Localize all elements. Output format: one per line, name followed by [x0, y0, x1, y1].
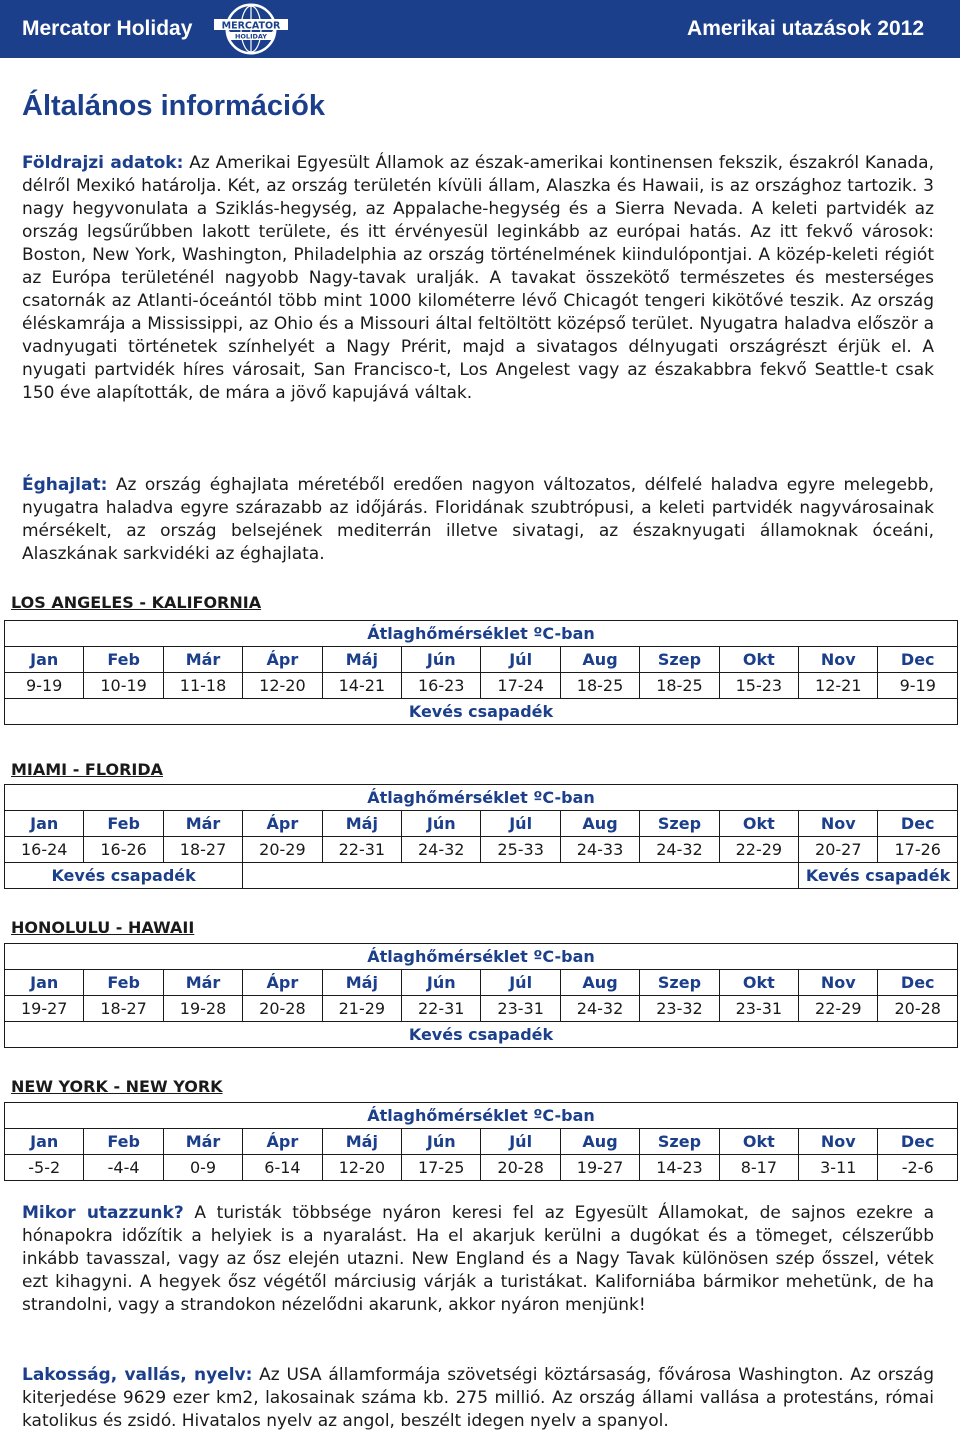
- month-cell: Okt: [719, 970, 798, 996]
- month-cell: Jún: [402, 1129, 481, 1155]
- city-title-los-angeles: LOS ANGELES - KALIFORNIA: [11, 593, 262, 612]
- population-paragraph: [22, 1364, 934, 1433]
- month-cell: Dec: [878, 970, 958, 996]
- climate-table-miami: [4, 784, 958, 889]
- temp-cell: 19-27: [5, 996, 84, 1022]
- temp-cell: 17-25: [402, 1155, 481, 1181]
- temp-cell: 20-29: [243, 837, 322, 863]
- logo-line-1: MERCATOR: [221, 20, 281, 32]
- temp-cell: 15-23: [719, 673, 798, 699]
- page-title: Általános információk: [22, 90, 325, 122]
- month-cell: Ápr: [243, 647, 322, 673]
- month-cell: Ápr: [243, 970, 322, 996]
- month-cell: Júl: [481, 811, 560, 837]
- geo-label: Földrajzi adatok:: [22, 153, 184, 173]
- temp-cell: 9-19: [5, 673, 84, 699]
- month-cell: Máj: [322, 1129, 401, 1155]
- month-cell: Jan: [5, 1129, 84, 1155]
- month-cell: Nov: [799, 647, 878, 673]
- brand-name: Mercator Holiday: [22, 17, 193, 40]
- temp-cell: 20-27: [799, 837, 878, 863]
- month-cell: Dec: [878, 647, 958, 673]
- month-cell: Júl: [481, 647, 560, 673]
- temp-cell: 3-11: [799, 1155, 878, 1181]
- temp-cell: 24-32: [640, 837, 719, 863]
- temp-cell: 20-28: [481, 1155, 560, 1181]
- month-cell: Máj: [322, 970, 401, 996]
- temp-cell: 18-25: [560, 673, 639, 699]
- table-header-cell: Átlaghőmérséklet ºC-ban: [5, 785, 958, 811]
- temp-cell: 0-9: [163, 1155, 242, 1181]
- month-cell: Máj: [322, 811, 401, 837]
- month-cell: Feb: [84, 647, 163, 673]
- table-header-cell: Átlaghőmérséklet ºC-ban: [5, 944, 958, 970]
- city-title-new-york: NEW YORK - NEW YORK: [11, 1077, 223, 1096]
- climate-table-honolulu: [4, 943, 958, 1048]
- temp-cell: 16-26: [84, 837, 163, 863]
- temp-cell: 24-32: [560, 996, 639, 1022]
- month-cell: Nov: [799, 970, 878, 996]
- month-cell: Ápr: [243, 1129, 322, 1155]
- month-cell: Aug: [560, 970, 639, 996]
- month-cell: Már: [163, 647, 242, 673]
- month-cell: Nov: [799, 811, 878, 837]
- month-cell: Szep: [640, 811, 719, 837]
- month-cell: Jún: [402, 647, 481, 673]
- month-cell: Jún: [402, 811, 481, 837]
- month-cell: Nov: [799, 1129, 878, 1155]
- city-title-honolulu: HONOLULU - HAWAII: [11, 918, 195, 937]
- month-cell: Aug: [560, 1129, 639, 1155]
- month-cell: Okt: [719, 811, 798, 837]
- temp-cell: 12-20: [322, 1155, 401, 1181]
- month-cell: Feb: [84, 1129, 163, 1155]
- month-cell: Aug: [560, 811, 639, 837]
- month-cell: Okt: [719, 1129, 798, 1155]
- month-cell: Júl: [481, 970, 560, 996]
- table-header-cell: Átlaghőmérséklet ºC-ban: [5, 621, 958, 647]
- temp-cell: -2-6: [878, 1155, 958, 1181]
- month-cell: Jan: [5, 811, 84, 837]
- month-cell: Szep: [640, 647, 719, 673]
- month-cell: Jún: [402, 970, 481, 996]
- temp-cell: 9-19: [878, 673, 958, 699]
- temp-cell: 18-27: [84, 996, 163, 1022]
- month-cell: Már: [163, 970, 242, 996]
- temp-cell: 18-27: [163, 837, 242, 863]
- when-paragraph: [22, 1202, 934, 1317]
- temp-cell: 8-17: [719, 1155, 798, 1181]
- rain-note-left: Kevés csapadék: [5, 863, 243, 889]
- temp-cell: 20-28: [243, 996, 322, 1022]
- month-cell: Már: [163, 811, 242, 837]
- mercator-holiday-logo: [212, 2, 290, 56]
- logo-line-2: HOLIDAY: [234, 32, 268, 41]
- month-cell: Már: [163, 1129, 242, 1155]
- temp-cell: 22-29: [799, 996, 878, 1022]
- month-cell: Máj: [322, 647, 401, 673]
- month-cell: Dec: [878, 1129, 958, 1155]
- temp-cell: 16-24: [5, 837, 84, 863]
- month-cell: Szep: [640, 1129, 719, 1155]
- geo-text: Az Amerikai Egyesült Államok az észak-amerikai kontinensen fekszik, északról Kanada, délről Mexikó határolja. Két, az ország területén kívüli állam, Alaszka és Hawaii, is az országhoz tartozik. 3 nagy hegyvonulata a Sziklás-hegység, az Appalache-hegység és a Sierra Nevada. A keleti partvidék az ország legsűrűbben lakott területe, és itt érvényesül leginkább az európai hatás. Az itt fekvő városok: Boston, New York, Washington, Philadelphia az ország történelmének kiindulópontjai. A közép-keleti régiót az Európa területénél nagyobb Nagy-tavak uralják. A tavakat összekötő természetes és mesterséges csatornák az Atlanti-óceántól több mint 1000 kilométerre lévő Chicagót tengeri kikötővé teszik. Az ország éléskamrája a Mississippi, az Ohio és a Missouri által feltöltött középső terület. Nyugatra haladva először a vadnyugati történetek színhelyét a Nagy Prérit, majd a sivatagos délnyugati országrészt érjük el. A nyugati partvidék híres városait, San Francisco-t, Los Angelest vagy az északabbra fekvő Seattle-t csak 150 éve alapították, de mára a jövő kapujává váltak.: [22, 153, 934, 403]
- climate-paragraph: [22, 474, 934, 566]
- table-header-cell: Átlaghőmérséklet ºC-ban: [5, 1103, 958, 1129]
- temp-cell: 22-31: [402, 996, 481, 1022]
- month-cell: Júl: [481, 1129, 560, 1155]
- temp-cell: 11-18: [163, 673, 242, 699]
- temp-cell: 20-28: [878, 996, 958, 1022]
- temp-cell: -4-4: [84, 1155, 163, 1181]
- climate-table-new-york: [4, 1102, 958, 1181]
- temp-cell: 14-23: [640, 1155, 719, 1181]
- month-cell: Ápr: [243, 811, 322, 837]
- temp-cell: 17-24: [481, 673, 560, 699]
- temp-cell: 16-23: [402, 673, 481, 699]
- header-title: Amerikai utazások 2012: [687, 17, 924, 40]
- temp-cell: 22-31: [322, 837, 401, 863]
- when-text: A turisták többsége nyáron keresi fel az Egyesült Államokat, de sajnos ezekre a hónapokra időzítik a helyiek is a nyaralást. Ha el akarjuk kerülni a dugókat és a tömeget, célszerűbb inkább tavasszal, vagy az ősz elején utazni. New England és a Nagy Tavak különösen szép ősszel, vétek ezt kihagyni. A hegyek ősz végétől márciusig várják a turistákat. Kaliforniába bármikor mehetünk, de ha strandolni, vagy a strandokon nézelődni akarunk, akkor nyáron menjünk!: [22, 1203, 935, 1315]
- climate-table-los-angeles: [4, 620, 958, 725]
- temp-cell: 6-14: [243, 1155, 322, 1181]
- rain-note: Kevés csapadék: [5, 699, 958, 725]
- temp-cell: 18-25: [640, 673, 719, 699]
- temp-cell: 22-29: [719, 837, 798, 863]
- temp-cell: 24-33: [560, 837, 639, 863]
- temp-cell: 19-27: [560, 1155, 639, 1181]
- month-cell: Aug: [560, 647, 639, 673]
- temp-cell: 23-32: [640, 996, 719, 1022]
- population-label: Lakosság, vallás, nyelv:: [22, 1365, 253, 1385]
- month-cell: Feb: [84, 970, 163, 996]
- temp-cell: 25-33: [481, 837, 560, 863]
- month-cell: Jan: [5, 647, 84, 673]
- page-header: [0, 0, 960, 58]
- when-label: Mikor utazzunk?: [22, 1203, 184, 1223]
- temp-cell: 23-31: [719, 996, 798, 1022]
- temp-cell: 19-28: [163, 996, 242, 1022]
- month-cell: Jan: [5, 970, 84, 996]
- temp-cell: 23-31: [481, 996, 560, 1022]
- temp-cell: 24-32: [402, 837, 481, 863]
- rain-note-center: [243, 863, 799, 889]
- temp-cell: 10-19: [84, 673, 163, 699]
- month-cell: Feb: [84, 811, 163, 837]
- geo-paragraph: [22, 152, 934, 405]
- temp-cell: -5-2: [5, 1155, 84, 1181]
- climate-text: Az ország éghajlata méretéből eredően nagyon változatos, délfelé haladva egyre melegebb, nyugatra haladva egyre szárazabb az időjárás. Floridának szubtrópusi, a keleti partvidék nagyvárosainak mérsékelt, az ország belsejének mediterrán illetve sivatagi, az északnyugati államoknak óceáni, Alaszkának sarkvidéki az éghajlata.: [22, 475, 934, 564]
- temp-cell: 12-20: [243, 673, 322, 699]
- month-cell: Szep: [640, 970, 719, 996]
- climate-label: Éghajlat:: [22, 475, 108, 495]
- temp-cell: 12-21: [799, 673, 878, 699]
- temp-cell: 14-21: [322, 673, 401, 699]
- city-title-miami: MIAMI - FLORIDA: [11, 760, 164, 779]
- temp-cell: 17-26: [878, 837, 958, 863]
- population-text: Az USA államformája szövetségi köztársaság, fővárosa Washington. Az ország kiterjedése 9629 ezer km2, lakosainak száma kb. 275 millió. Az ország állami vallása a protestáns, római katolikus és zsidó. Hivatalos nyelv az angol, beszélt idegen nyelv a spanyol.: [22, 1365, 934, 1431]
- temp-cell: 21-29: [322, 996, 401, 1022]
- rain-note-right: Kevés csapadék: [799, 863, 958, 889]
- month-cell: Okt: [719, 647, 798, 673]
- rain-note: Kevés csapadék: [5, 1022, 958, 1048]
- month-cell: Dec: [878, 811, 958, 837]
